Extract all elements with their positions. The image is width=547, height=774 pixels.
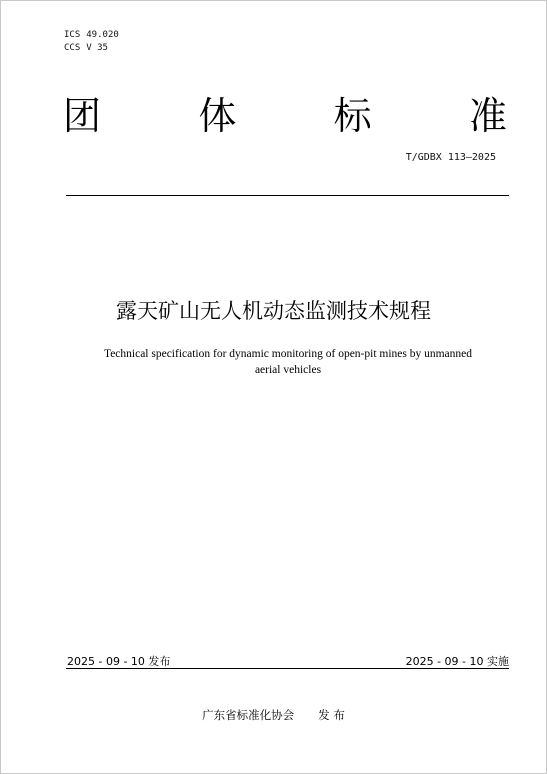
standard-type-char: 准 (468, 94, 507, 138)
ics-label: ICS (64, 30, 81, 40)
publisher-name: 广东省标准化协会 (202, 708, 295, 722)
implementation-date: 2025 - 09 - 10 实施 (405, 655, 509, 668)
standard-type-heading (63, 93, 507, 139)
title-english-line: aerial vehicles (254, 364, 322, 376)
ccs-row (64, 42, 119, 55)
publisher-action: 发 布 (318, 708, 345, 722)
ics-row (64, 29, 119, 42)
ccs-code: V 35 (86, 43, 108, 53)
header-divider (66, 195, 509, 196)
standard-number: T/GDBX 113—2025 (405, 152, 496, 163)
standard-type-char: 体 (198, 94, 237, 138)
ccs-label: CCS (64, 43, 81, 53)
title-chinese: 露天矿山无人机动态监测技术规程 (116, 299, 431, 323)
standard-type-char: 团 (63, 94, 102, 138)
ics-code: 49.020 (86, 30, 119, 40)
publisher-line (1, 707, 546, 723)
title-english-line: Technical specification for dynamic monitoring of open-pit mines by unmanned (103, 348, 473, 360)
issue-date: 2025 - 09 - 10 发布 (67, 655, 171, 668)
classification-codes (64, 29, 119, 55)
title-english (73, 346, 503, 378)
standard-type-char: 标 (333, 94, 372, 138)
footer-divider (66, 668, 509, 669)
